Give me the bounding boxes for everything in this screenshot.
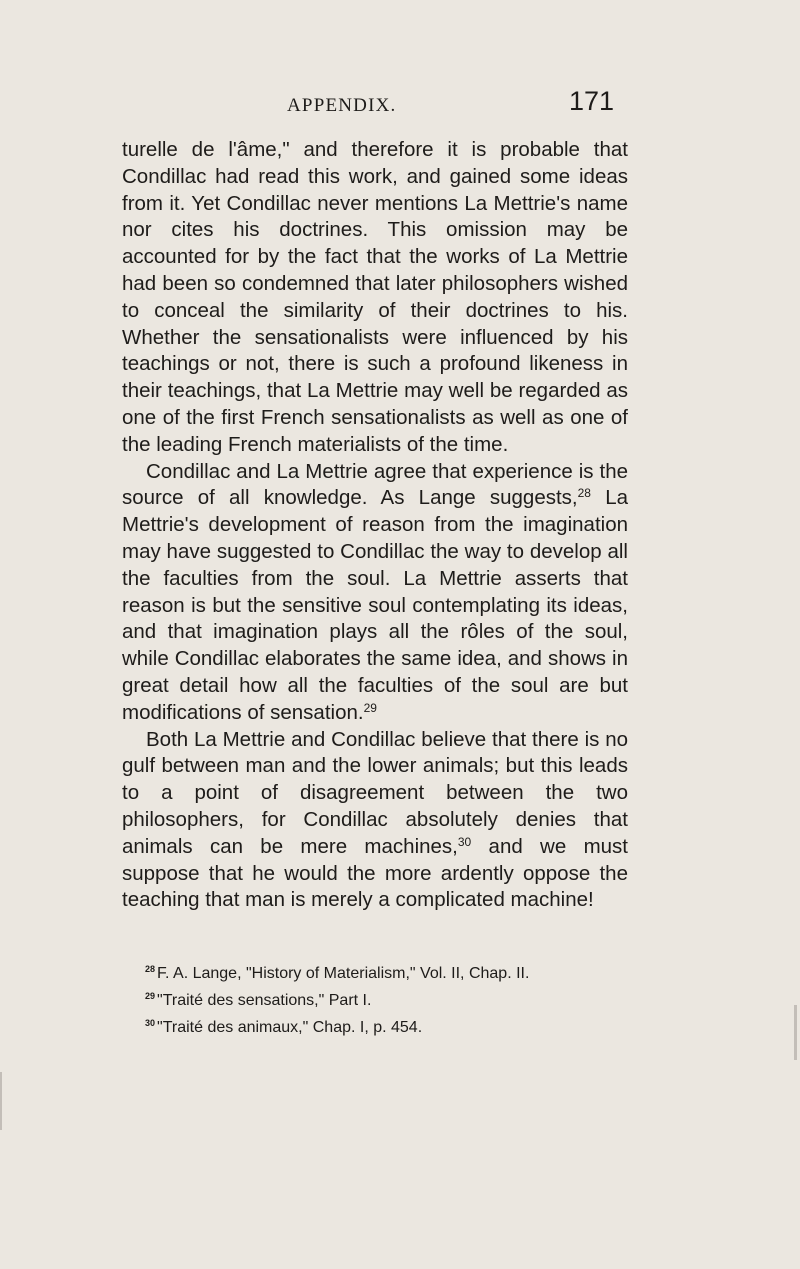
paragraph-2-text-a: Condillac and La Mettrie agree that experience is the source of all knowledge. As Lange suggests, [122, 459, 628, 510]
footnote-ref-28[interactable]: 28 [577, 486, 591, 501]
page-header-title: APPENDIX. [287, 95, 397, 116]
footnote-mark: 29 [145, 991, 156, 1001]
paragraph-2-text-b: La Mettrie's development of reason from the imagination may have suggested to Condillac the way to develop all the faculties from the soul. La Mettrie asserts that reason is but the sensitive soul contemplating its ideas, and that imagination plays all the rôles of the soul, while Condillac elaborates the same idea, and shows in great detail how all the faculties of the soul are but modifications of sensation. [122, 486, 628, 724]
footnote-30 [145, 1012, 628, 1039]
footnote-ref-30[interactable]: 30 [457, 834, 472, 849]
paragraph-3-text-b: and we must suppose that he would the more ardently oppose the teaching that man is merely a complicated machine! [122, 834, 628, 912]
paragraph-2 [122, 459, 628, 727]
footnote-28 [145, 958, 628, 985]
footnote-mark: 30 [145, 1018, 156, 1028]
footnote-text: "Traité des animaux," Chap. I, p. 454. [157, 1019, 423, 1036]
paragraph-3 [122, 727, 628, 915]
paragraph-3-text-a: Both La Mettrie and Condillac believe that there is no gulf between man and the lower animals; but this leads to a point of disagreement between the two philosophers, for Condillac absolutely denies that animals can be mere machines, [122, 727, 628, 858]
footnote-text: F. A. Lange, "History of Materialism," Vol. II, Chap. II. [157, 965, 530, 982]
page-edge-mark [794, 1005, 797, 1060]
footnote-mark: 28 [145, 964, 156, 974]
page-edge-mark [0, 1072, 2, 1130]
footnote-text: "Traité des sensations," Part I. [157, 992, 372, 1009]
footnote-29 [145, 985, 628, 1012]
body-text [122, 137, 628, 914]
footnote-ref-29[interactable]: 29 [363, 700, 377, 715]
page-number: 171 [568, 86, 614, 116]
running-head [122, 86, 624, 126]
paragraph-1: turelle de l'âme," and therefore it is probable that Condillac had read this work, and gained some ideas from it. Yet Condillac never mentions La Mettrie's name nor cites his doctrines. This omission may be accounted for by the fact that the works of La Mettrie had been so condemned that later philosophers wished to conceal the similarity of their doctrines to his. Whether the sensationalists were influenced by his teachings or not, there is such a profound likeness in their teachings, that La Mettrie may well be regarded as one of the first French sensationalists as well as one of the leading French materialists of the time. [122, 138, 628, 456]
footnotes [122, 958, 628, 1039]
